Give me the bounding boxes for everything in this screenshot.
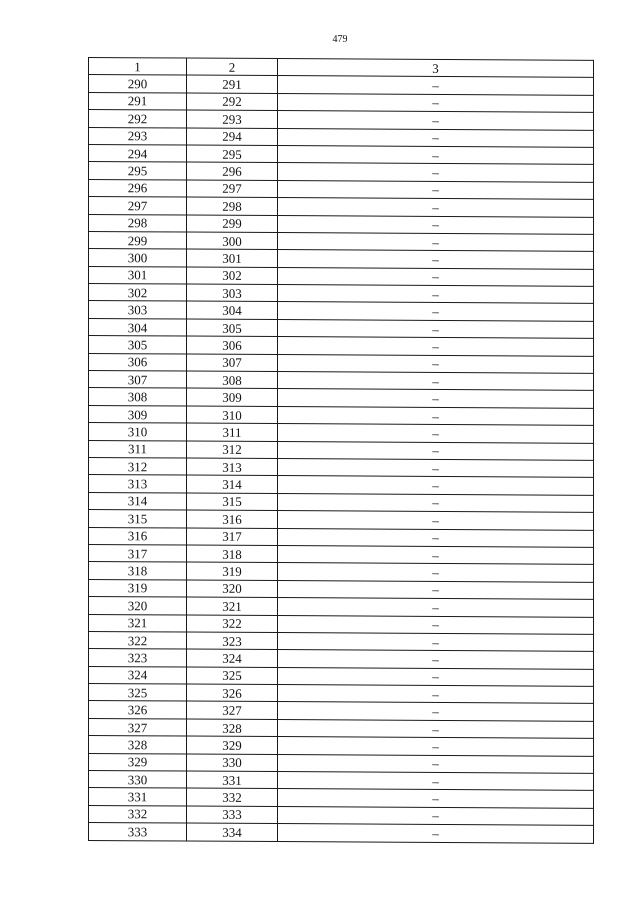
table-cell-col-1: 325: [89, 684, 187, 702]
table-cell-col-1: 307: [89, 371, 187, 389]
table-cell-col-3: –: [278, 545, 594, 564]
table-cell-col-3: –: [278, 459, 594, 478]
table-cell-col-2: 296: [187, 162, 278, 180]
table-cell-col-1: 292: [89, 110, 187, 128]
table-cell-col-3: –: [278, 493, 594, 512]
table-cell-col-3: –: [278, 319, 594, 338]
data-table: [88, 57, 594, 843]
table-cell-col-1: 319: [89, 579, 187, 597]
table-cell-col-2: 327: [187, 702, 278, 720]
table-cell-col-3: –: [278, 180, 594, 199]
table-cell-col-2: 319: [187, 562, 278, 580]
table-cell-col-2: 298: [187, 197, 278, 215]
table-cell-col-2: 308: [187, 371, 278, 389]
table-cell-col-1: 331: [89, 788, 187, 806]
table-cell-col-3: –: [278, 302, 594, 321]
table-cell-col-3: –: [278, 354, 594, 373]
table-cell-col-3: –: [278, 424, 594, 443]
table-cell-col-3: –: [278, 128, 594, 147]
table-cell-col-2: 294: [187, 128, 278, 146]
table-cell-col-2: 332: [187, 788, 278, 806]
table-cell-col-3: –: [278, 824, 594, 843]
table-cell-col-3: –: [278, 337, 594, 356]
table-cell-col-3: –: [278, 719, 594, 738]
table-cell-col-2: 326: [187, 684, 278, 702]
table-cell-col-2: 292: [187, 93, 278, 111]
table-cell-col-1: 299: [89, 231, 187, 249]
table-cell-col-2: 323: [187, 632, 278, 650]
table-cell-col-1: 320: [89, 597, 187, 615]
table-cell-col-3: –: [278, 372, 594, 391]
table-cell-col-3: –: [278, 76, 594, 95]
table-cell-col-2: 295: [187, 145, 278, 163]
table-cell-col-3: –: [278, 772, 594, 791]
table-cell-col-1: 291: [89, 92, 187, 110]
table-cell-col-2: 321: [187, 597, 278, 615]
table-cell-col-2: 329: [187, 736, 278, 754]
table-cell-col-2: 303: [187, 284, 278, 302]
table-cell-col-3: –: [278, 650, 594, 669]
table-cell-col-2: 305: [187, 319, 278, 337]
table-cell-col-2: 309: [187, 388, 278, 406]
table-body: [89, 75, 594, 843]
table-cell-col-1: 333: [89, 823, 187, 841]
table-cell-col-1: 323: [89, 649, 187, 667]
table-cell-col-1: 322: [89, 631, 187, 649]
table-cell-col-2: 306: [187, 336, 278, 354]
table-cell-col-1: 332: [89, 805, 187, 823]
table-cell-col-3: –: [278, 111, 594, 130]
table-cell-col-3: –: [278, 511, 594, 530]
table-cell-col-3: –: [278, 702, 594, 721]
table-cell-col-3: –: [278, 215, 594, 234]
page-number: 479: [332, 34, 348, 45]
table-cell-col-3: –: [278, 476, 594, 495]
table-cell-col-3: –: [278, 93, 594, 112]
table-cell-col-1: 300: [89, 249, 187, 267]
table-cell-col-3: –: [278, 163, 594, 182]
table-cell-col-3: –: [278, 146, 594, 165]
table-cell-col-2: 314: [187, 475, 278, 493]
table-cell-col-3: –: [278, 806, 594, 825]
table-cell-col-2: 315: [187, 493, 278, 511]
table-cell-col-1: 314: [89, 492, 187, 510]
table-cell-col-2: 293: [187, 110, 278, 128]
table-cell-col-1: 303: [89, 301, 187, 319]
table-cell-col-2: 300: [187, 232, 278, 250]
table-cell-col-3: –: [278, 232, 594, 251]
table-cell-col-3: –: [278, 580, 594, 599]
table-cell-col-2: 316: [187, 510, 278, 528]
table-cell-col-2: 318: [187, 545, 278, 563]
table-cell-col-1: 315: [89, 510, 187, 528]
table-cell-col-1: 301: [89, 266, 187, 284]
column-header-1: 1: [89, 58, 187, 76]
table-cell-col-2: 320: [187, 580, 278, 598]
table-cell-col-3: –: [278, 267, 594, 286]
table-cell-col-2: 302: [187, 267, 278, 285]
column-header-3: 3: [278, 59, 594, 78]
table-cell-col-3: –: [278, 615, 594, 634]
table-cell-col-1: 326: [89, 701, 187, 719]
table-cell-col-3: –: [278, 198, 594, 217]
table-cell-col-2: 310: [187, 406, 278, 424]
table-cell-col-2: 312: [187, 441, 278, 459]
table-cell-col-2: 311: [187, 423, 278, 441]
table-cell-col-2: 324: [187, 649, 278, 667]
table-cell-col-2: 297: [187, 180, 278, 198]
column-header-2: 2: [187, 58, 278, 76]
table-cell-col-2: 313: [187, 458, 278, 476]
table-cell-col-3: –: [278, 685, 594, 704]
table-cell-col-2: 317: [187, 528, 278, 546]
table-cell-col-2: 333: [187, 806, 278, 824]
table-cell-col-1: 328: [89, 736, 187, 754]
table-cell-col-3: –: [278, 285, 594, 304]
table-cell-col-3: –: [278, 667, 594, 686]
table-cell-col-1: 311: [89, 440, 187, 458]
table-cell-col-2: 334: [187, 823, 278, 841]
table-cell-col-2: 291: [187, 75, 278, 93]
table-cell-col-1: 302: [89, 284, 187, 302]
table-cell-col-1: 293: [89, 127, 187, 145]
table-cell-col-3: –: [278, 754, 594, 773]
table-cell-col-1: 310: [89, 423, 187, 441]
table-cell-col-1: 318: [89, 562, 187, 580]
table-cell-col-2: 325: [187, 667, 278, 685]
table-cell-col-3: –: [278, 250, 594, 269]
table-cell-col-3: –: [278, 528, 594, 547]
table-cell-col-1: 308: [89, 388, 187, 406]
table-cell-col-1: 313: [89, 475, 187, 493]
table-cell-col-2: 299: [187, 215, 278, 233]
table-cell-col-1: 317: [89, 544, 187, 562]
table-cell-col-1: 327: [89, 718, 187, 736]
table-cell-col-1: 298: [89, 214, 187, 232]
table-cell-col-3: –: [278, 563, 594, 582]
table-cell-col-1: 294: [89, 144, 187, 162]
table-cell-col-2: 322: [187, 615, 278, 633]
table-cell-col-1: 305: [89, 336, 187, 354]
table-cell-col-1: 290: [89, 75, 187, 93]
table-cell-col-3: –: [278, 789, 594, 808]
table-cell-col-1: 295: [89, 162, 187, 180]
table-cell-col-1: 321: [89, 614, 187, 632]
table-cell-col-1: 296: [89, 179, 187, 197]
table-cell-col-1: 304: [89, 318, 187, 336]
table-cell-col-3: –: [278, 737, 594, 756]
table-cell-col-1: 312: [89, 457, 187, 475]
table-cell-col-2: 301: [187, 249, 278, 267]
table-cell-col-3: –: [278, 632, 594, 651]
table-cell-col-2: 331: [187, 771, 278, 789]
table-cell-col-3: –: [278, 389, 594, 408]
table-cell-col-1: 306: [89, 353, 187, 371]
table-cell-col-1: 329: [89, 753, 187, 771]
table-cell-col-1: 297: [89, 197, 187, 215]
table-cell-col-2: 330: [187, 754, 278, 772]
table-cell-col-3: –: [278, 406, 594, 425]
table-cell-col-1: 330: [89, 771, 187, 789]
table-cell-col-3: –: [278, 441, 594, 460]
table-row: [89, 823, 594, 843]
table-cell-col-1: 316: [89, 527, 187, 545]
table-cell-col-1: 324: [89, 666, 187, 684]
table-cell-col-2: 304: [187, 302, 278, 320]
table-cell-col-1: 309: [89, 405, 187, 423]
table-cell-col-3: –: [278, 598, 594, 617]
table-cell-col-2: 328: [187, 719, 278, 737]
table-cell-col-2: 307: [187, 354, 278, 372]
